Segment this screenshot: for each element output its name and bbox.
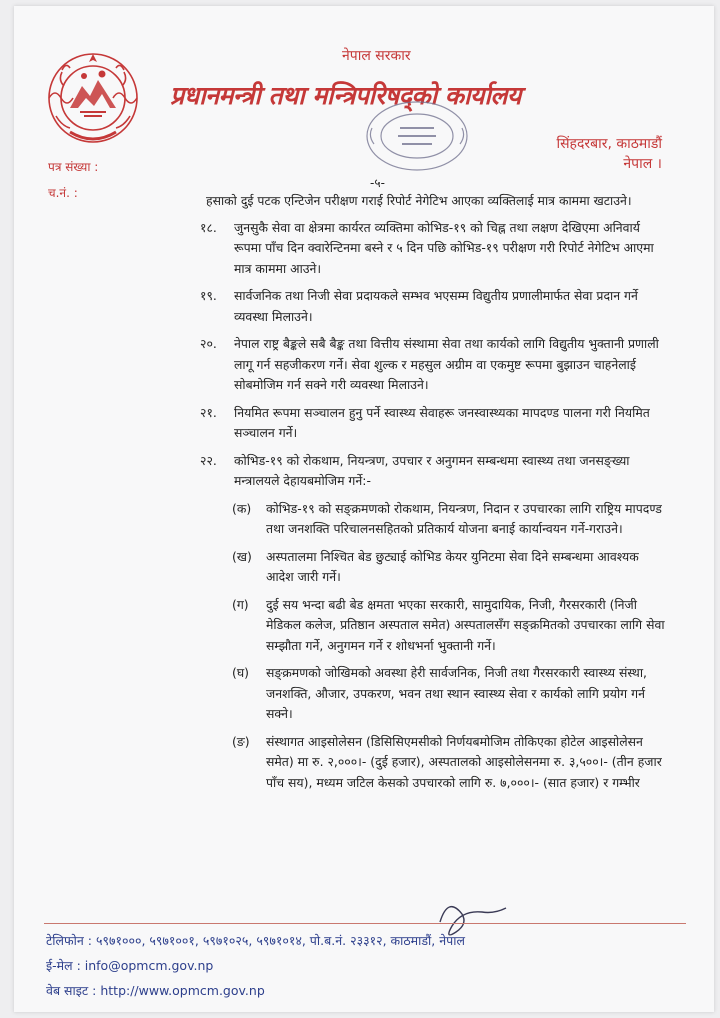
subitem-number: (क)	[232, 500, 252, 516]
item-text: नियमित रूपमा सञ्चालन हुनु पर्ने स्वास्थ्य सेवाहरू जनस्वास्थ्यका मापदण्ड पालना गरी नियमित सञ्चालन गर्ने।	[234, 404, 650, 440]
subitem-text: सङ्क्रमणको जोखिमको अवस्था हेरी सार्वजनिक, निजी तथा गैरसरकारी स्वास्थ्य संस्था, जनशक्ति, औजार, उपकरण, भवन तथा स्थान स्वास्थ्य सेवा र कार्यको लागि प्रयोग गर्न सक्ने।	[266, 665, 647, 721]
office-seal-icon	[352, 98, 482, 174]
dispatch-number-label: च.नं. :	[48, 186, 78, 200]
letter-body	[200, 191, 668, 800]
government-name: नेपाल सरकार	[342, 48, 411, 64]
sub-list-item	[200, 595, 668, 657]
subitem-text: अस्पतालमा निश्चित बेड छुट्याई कोभिड केयर युनिटमा सेवा दिने सम्बन्धमा आवश्यक आदेश जारी गर्ने।	[266, 548, 639, 584]
letter-page	[14, 6, 714, 1012]
footer-phone: टेलिफोन : ५९७१०००, ५९७१००१, ५९७१०२५, ५९७१०१४, पो.ब.नं. २३३१२, काठमाडौं, नेपाल	[46, 933, 465, 948]
subitem-number: (ख)	[232, 548, 252, 564]
address-line-2: नेपाल ।	[623, 156, 662, 172]
sub-list-item	[200, 663, 668, 725]
footer-email[interactable]: ई-मेल : info@opmcm.gov.np	[46, 958, 214, 973]
subitem-number: (ग)	[232, 596, 249, 612]
sub-list-item	[200, 732, 668, 794]
nepal-emblem-icon	[40, 46, 146, 150]
list-item	[200, 218, 668, 280]
office-title: प्रधानमन्त्री तथा मन्त्रिपरिषद्को कार्यालय	[170, 81, 521, 110]
list-item	[200, 403, 668, 444]
item-text: जुनसुकै सेवा वा क्षेत्रमा कार्यरत व्यक्तिमा कोभिड-१९ को चिह्न तथा लक्षण देखिएमा अनिवार्य रूपमा पाँच दिन क्वारेन्टिनमा बस्ने र ५ दिन पछि कोभिड-१९ परीक्षण गरी रिपोर्ट नेगेटिभ आएमा मात्र काममा आउने।	[234, 219, 654, 276]
item-text: सार्वजनिक तथा निजी सेवा प्रदायकले सम्भव भएसम्म विद्युतीय प्रणालीमार्फत सेवा प्रदान गर्ने व्यवस्था मिलाउने।	[234, 288, 638, 324]
address-line-1: सिंहदरबार, काठमाडौं	[556, 136, 662, 152]
subitem-text: कोभिड-१९ को सङ्क्रमणको रोकथाम, नियन्त्रण, निदान र उपचारका लागि राष्ट्रिय मापदण्ड तथा जनशक्ति परिचालनसहितको प्रतिकार्य योजना बनाई कार्यान्वयन गर्ने-गराउने।	[266, 500, 662, 536]
item-number: १८.	[200, 219, 217, 235]
subitem-number: (घ)	[232, 665, 249, 680]
footer-divider	[44, 923, 686, 924]
item-number: २०.	[200, 336, 217, 351]
sub-list-item	[200, 547, 668, 588]
subitem-number: (ङ)	[232, 733, 250, 749]
item-text: नेपाल राष्ट्र बैङ्कले सबै बैङ्क तथा वित्तीय संस्थामा सेवा तथा कार्यको लागि विद्युतीय भुक्तानी प्रणाली लागू गर्न सहजीकरण गर्ने। सेवा शुल्क र महसुल अग्रीम वा एकमुष्ट रूपमा बुझाउन चाहनेलाई सोबमोजिम गर्न सक्ने गरी व्यवस्था मिलाउने।	[234, 336, 659, 392]
list-item	[200, 334, 668, 396]
item-number: २२.	[200, 452, 217, 468]
list-item	[200, 451, 668, 492]
subitem-text: दुई सय भन्दा बढी बेड क्षमता भएका सरकारी, सामुदायिक, निजी, गैरसरकारी (निजी मेडिकल कलेज, प्रतिष्ठान अस्पताल समेत) अस्पतालसँग सङ्क्रमितको उपचारका लागि सेवा सम्झौता गर्ने, अनुगमन गर्ने र शोधभर्ना भुक्तानी गर्ने।	[266, 596, 665, 653]
list-item	[200, 286, 668, 327]
item-text: कोभिड-१९ को रोकथाम, नियन्त्रण, उपचार र अनुगमन सम्बन्धमा स्वास्थ्य तथा जनसङ्ख्या मन्त्रालयले देहायबमोजिम गर्ने:-	[234, 452, 630, 488]
subitem-text: संस्थागत आइसोलेसन (डिसिसिएमसीको निर्णयबमोजिम तोकिएका होटेल आइसोलेसन समेत) मा रु. २,०००।- (दुई हजार), अस्पतालको आइसोलेसनमा रु. ३,५००।- (तीन हजार पाँच सय), मध्यम जटिल केसको उपचारको लागि रु. ७,०००।- (सात हजार) र गम्भीर	[266, 733, 662, 790]
continuation-paragraph: हसाको दुई पटक एन्टिजेन परीक्षण गराई रिपोर्ट नेगेटिभ आएका व्यक्तिलाई मात्र काममा खटाउने।	[206, 193, 632, 208]
sub-list-item	[200, 499, 668, 540]
page-number: -५-	[370, 176, 385, 190]
letter-number-label: पत्र संख्या :	[48, 160, 99, 174]
footer-website[interactable]: वेब साइट : http://www.opmcm.gov.np	[46, 983, 265, 998]
item-number: १९.	[200, 288, 217, 303]
item-number: २१.	[200, 404, 217, 420]
